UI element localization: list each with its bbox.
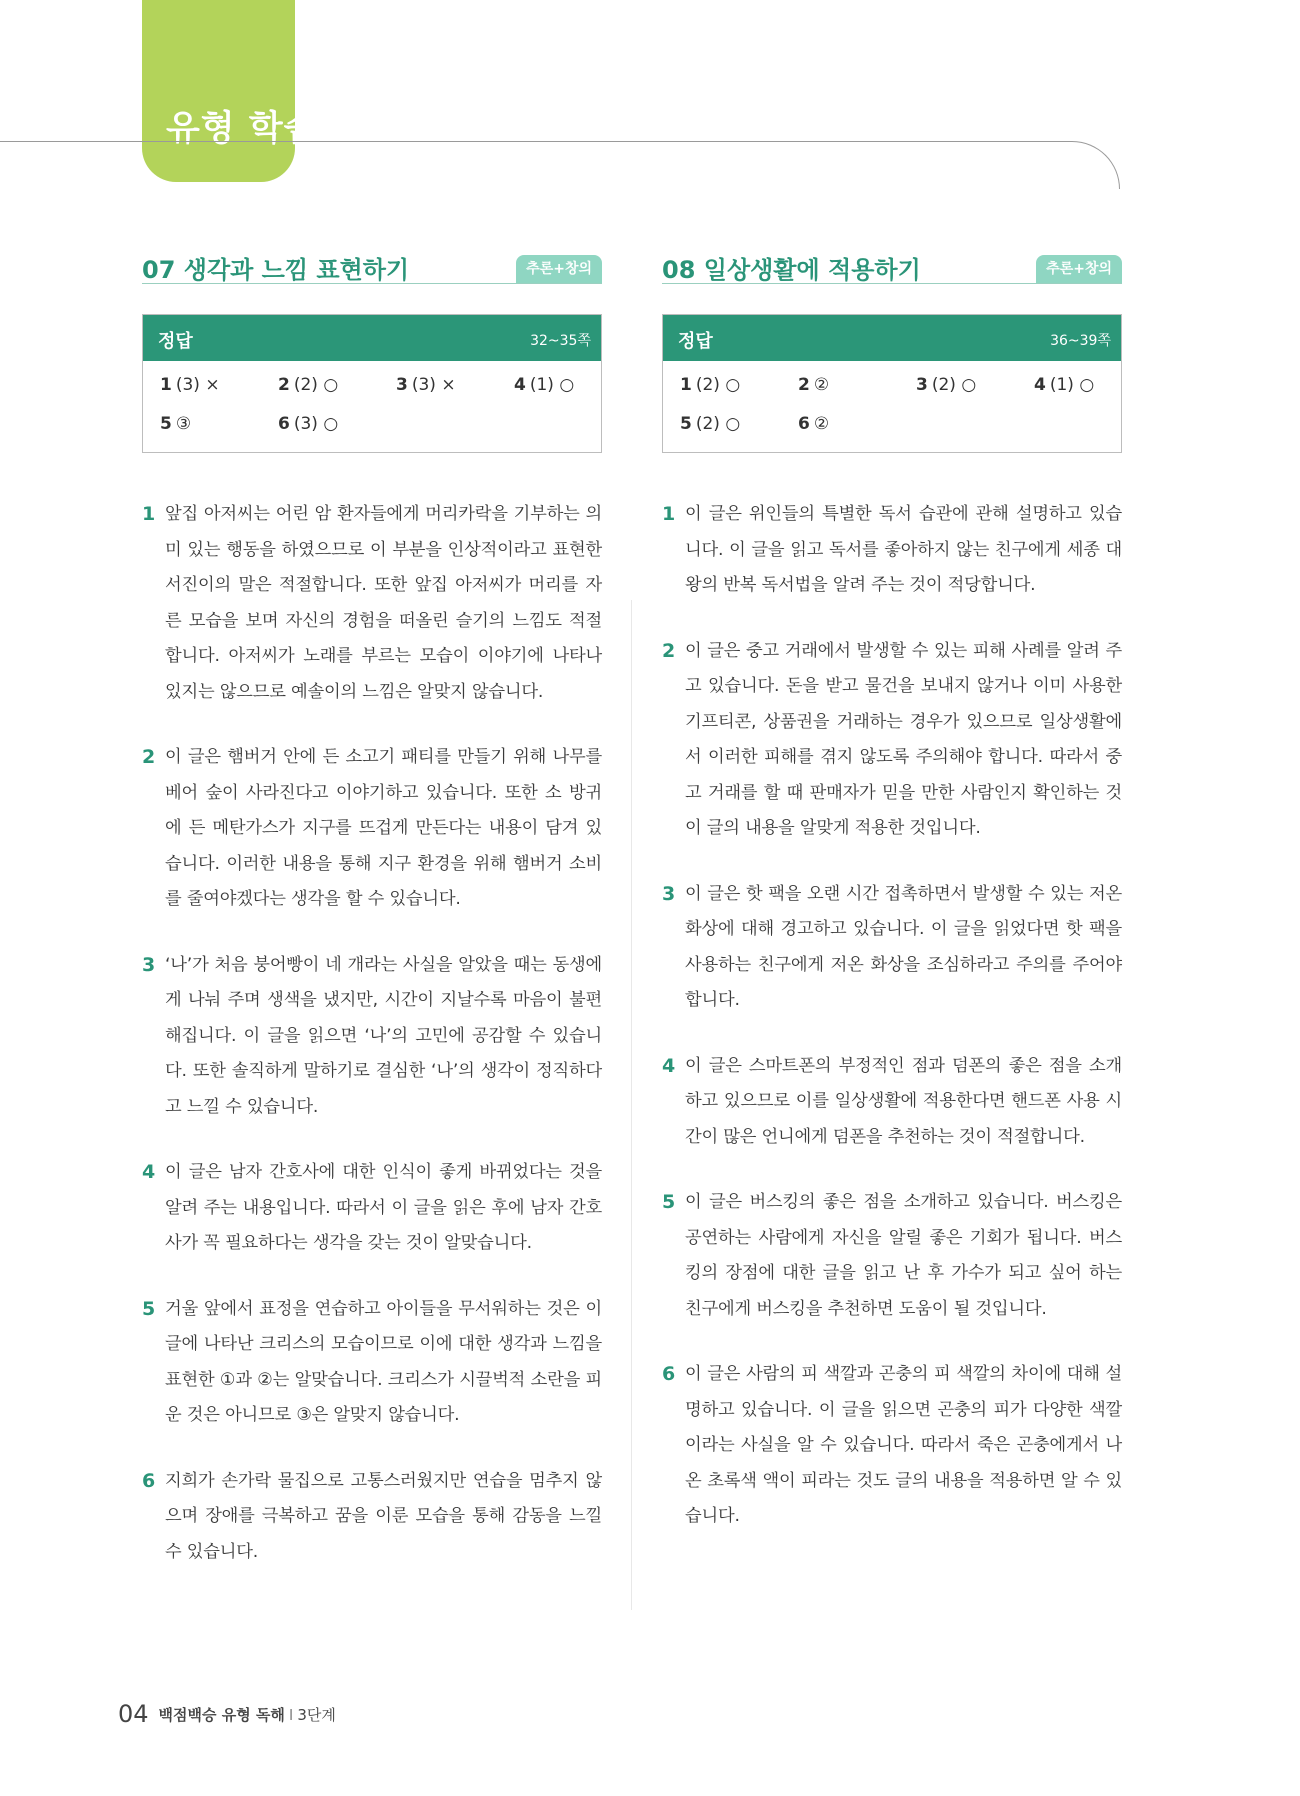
answer-value: (1) ○ — [1049, 375, 1095, 395]
answer-item — [278, 375, 396, 399]
answer-grid — [663, 361, 1121, 438]
answer-value: (3) ○ — [293, 414, 339, 434]
explanation-text: 이 글은 중고 거래에서 발생할 수 있는 피해 사례를 알려 주고 있습니다. 돈을 받고 물건을 보내지 않거나 이미 사용한 기프티콘, 상품권을 거래하는 경우가 있으므로 일상생활에서 이러한 피해를 겪지 않도록 주의해야 합니다. 따라서 중고 거래를 할 때 판매자가 믿을 만한 사람인지 확인하는 것이 글의 내용을 알맞게 적용한 것입니다. — [685, 640, 1122, 838]
explanation-text: 이 글은 위인들의 특별한 독서 습관에 관해 설명하고 있습니다. 이 글을 읽고 독서를 좋아하지 않는 친구에게 세종 대왕의 반복 독서법을 알려 주는 것이 적당합니다. — [685, 504, 1122, 595]
explanation-list — [142, 497, 602, 1570]
explanation-text: 이 글은 버스킹의 좋은 점을 소개하고 있습니다. 버스킹은 공연하는 사람에게 자신을 알릴 좋은 기회가 됩니다. 버스킹의 장점에 대한 글을 읽고 난 후 가수가 되고 싶어 하는 친구에게 버스킹을 추천하면 도움이 될 것입니다. — [685, 1192, 1122, 1319]
header-rule-curve — [1060, 141, 1120, 189]
explanation-text: 지희가 손가락 물집으로 고통스러웠지만 연습을 멈추지 않으며 장애를 극복하고 꿈을 이룬 모습을 통해 감동을 느낄 수 있습니다. — [165, 1470, 602, 1562]
answer-number: 6 — [278, 414, 290, 434]
answer-grid — [143, 361, 601, 438]
explanation-text: 이 글은 스마트폰의 부정적인 점과 덤폰의 좋은 점을 소개하고 있으므로 이를 일상생활에 적용한다면 핸드폰 사용 시간이 많은 언니에게 덤폰을 추천하는 것이 적절합니다. — [685, 1055, 1122, 1147]
explanation-text: 앞집 아저씨는 어린 암 환자들에게 머리카락을 기부하는 의미 있는 행동을 하였으므로 이 부분을 인상적이라고 표현한 서진이의 말은 적절합니다. 또한 앞집 아저씨가 머리를 자른 모습을 보며 자신의 경험을 떠올린 슬기의 느낌도 적절합니다. 아저씨가 노래를 부르는 모습이 이야기에 나타나 있지는 않으므로 예솔이의 느낌은 알맞지 않습니다. — [165, 504, 602, 702]
explanation-number: 6 — [662, 1363, 676, 1385]
category-badge: 추론+창의 — [516, 255, 602, 283]
explanation-number: 2 — [142, 746, 156, 768]
answer-bar — [663, 315, 1121, 361]
section-tab-title — [166, 101, 318, 151]
answer-item — [396, 375, 514, 399]
tab-word-1: 유형 — [166, 109, 236, 149]
explanation-item — [662, 1049, 1122, 1156]
answer-item — [160, 375, 278, 399]
answer-item — [798, 414, 916, 438]
answer-number: 2 — [798, 375, 810, 395]
right-column — [662, 250, 1122, 1565]
answer-value: ③ — [175, 414, 192, 434]
explanation-text: ‘나’가 처음 붕어빵이 네 개라는 사실을 알았을 때는 동생에게 나눠 주며 생색을 냈지만, 시간이 지날수록 마음이 불편해집니다. 이 글을 읽으면 ‘나’의 고민에 공감할 수 있습니다. 또한 솔직하게 말하기로 결심한 ‘나’의 생각이 정직하다고 느낄 수 있습니다. — [165, 954, 602, 1117]
tab-word-2: 학습 — [248, 109, 319, 149]
answer-number: 3 — [396, 375, 408, 395]
answer-box — [662, 314, 1122, 453]
answer-number: 5 — [160, 414, 172, 434]
answer-item — [680, 375, 798, 399]
explanation-number: 6 — [142, 1469, 156, 1492]
answer-value: (2) ○ — [695, 375, 741, 395]
answer-item — [514, 375, 632, 399]
explanation-item — [142, 1155, 602, 1262]
explanation-text: 이 글은 사람의 피 색깔과 곤충의 피 색깔의 차이에 대해 설명하고 있습니다. 이 글을 읽으면 곤충의 피가 다양한 색깔이라는 사실을 알 수 있습니다. 따라서 죽은 곤충에게서 나온 초록색 액이 피라는 것도 글의 내용을 적용하면 알 수 있습니다. — [685, 1364, 1122, 1526]
answer-item — [278, 414, 396, 438]
answer-box — [142, 314, 602, 453]
answer-value: (1) ○ — [529, 375, 575, 395]
explanation-text: 이 글은 남자 간호사에 대한 인식이 좋게 바뀌었다는 것을 알려 주는 내용입니다. 따라서 이 글을 읽은 후에 남자 간호사가 꼭 필요하다는 생각을 갖는 것이 알맞습니다. — [165, 1162, 602, 1253]
answer-item — [916, 375, 1034, 399]
category-badge: 추론+창의 — [1036, 255, 1122, 283]
section-title: 08 일상생활에 적용하기 — [662, 256, 921, 284]
explanation-number: 1 — [142, 503, 156, 525]
answer-pages: 32~35쪽 — [530, 333, 591, 349]
answer-number: 3 — [916, 375, 928, 395]
answer-number: 6 — [798, 414, 810, 434]
explanation-number: 5 — [142, 1297, 156, 1320]
explanation-text: 이 글은 햄버거 안에 든 소고기 패티를 만들기 위해 나무를 베어 숲이 사라진다고 이야기하고 있습니다. 또한 소 방귀에 든 메탄가스가 지구를 뜨겁게 만든다는 내용이 담겨 있습니다. 이러한 내용을 통해 지구 환경을 위해 햄버거 소비를 줄여야겠다는 생각을 할 수 있습니다. — [165, 747, 602, 909]
section-header-08 — [662, 250, 1122, 284]
explanation-number: 2 — [662, 639, 676, 662]
answer-value: (3) × — [175, 375, 220, 395]
explanation-item — [662, 497, 1122, 604]
page-number: 04 — [118, 1700, 149, 1728]
left-column — [142, 250, 602, 1600]
explanation-item — [142, 1464, 602, 1571]
answer-number: 2 — [278, 375, 290, 395]
explanation-item — [142, 948, 602, 1126]
answer-value: (2) ○ — [293, 375, 339, 395]
answer-item — [160, 414, 278, 438]
answer-item — [680, 414, 798, 438]
answer-number: 1 — [160, 375, 172, 395]
answer-value: (3) × — [411, 375, 456, 395]
answer-label: 정답 — [158, 331, 193, 352]
answer-value: (2) ○ — [695, 414, 741, 434]
answer-number: 5 — [680, 414, 692, 434]
explanation-item — [142, 1292, 602, 1434]
answer-number: 1 — [680, 375, 692, 395]
book-title: 백점백승 유형 독해 — [158, 1706, 285, 1724]
explanation-text: 거울 앞에서 표정을 연습하고 아이들을 무서워하는 것은 이 글에 나타난 크리스의 모습이므로 이에 대한 생각과 느낌을 표현한 ①과 ②는 알맞습니다. 크리스가 시끌벅적 소란을 피운 것은 아니므로 ③은 알맞지 않습니다. — [165, 1298, 602, 1425]
explanation-item — [142, 497, 602, 710]
answer-number: 4 — [514, 375, 526, 395]
explanation-item — [662, 634, 1122, 847]
answer-number: 4 — [1034, 375, 1046, 395]
explanation-item — [662, 1357, 1122, 1535]
answer-value: ② — [813, 375, 830, 395]
footer-separator: I — [288, 1706, 294, 1724]
answer-item — [798, 375, 916, 399]
answer-bar — [143, 315, 601, 361]
explanation-number: 3 — [142, 953, 156, 976]
page-footer — [118, 1700, 336, 1728]
section-header-07 — [142, 250, 602, 284]
answer-value: (2) ○ — [931, 375, 977, 395]
explanation-item — [662, 1185, 1122, 1327]
explanation-number: 1 — [662, 503, 676, 525]
explanation-text: 이 글은 핫 팩을 오랜 시간 접촉하면서 발생할 수 있는 저온 화상에 대해 경고하고 있습니다. 이 글을 읽었다면 핫 팩을 사용하는 친구에게 저온 화상을 조심하라고 주의를 주어야 합니다. — [685, 883, 1122, 1010]
explanation-number: 3 — [662, 882, 676, 905]
answer-label: 정답 — [678, 331, 713, 352]
explanation-item — [142, 740, 602, 918]
answer-item — [1034, 375, 1152, 399]
book-level: 3단계 — [297, 1706, 336, 1724]
section-tab — [142, 0, 295, 182]
explanation-item — [662, 877, 1122, 1019]
section-title: 07 생각과 느낌 표현하기 — [142, 256, 410, 284]
explanation-list — [662, 497, 1122, 1535]
column-divider — [631, 600, 632, 1610]
explanation-number: 5 — [662, 1191, 676, 1213]
header-rule — [0, 141, 1068, 142]
answer-value: ② — [813, 414, 830, 434]
explanation-number: 4 — [142, 1161, 156, 1183]
explanation-number: 4 — [662, 1054, 676, 1077]
answer-pages: 36~39쪽 — [1050, 333, 1111, 349]
